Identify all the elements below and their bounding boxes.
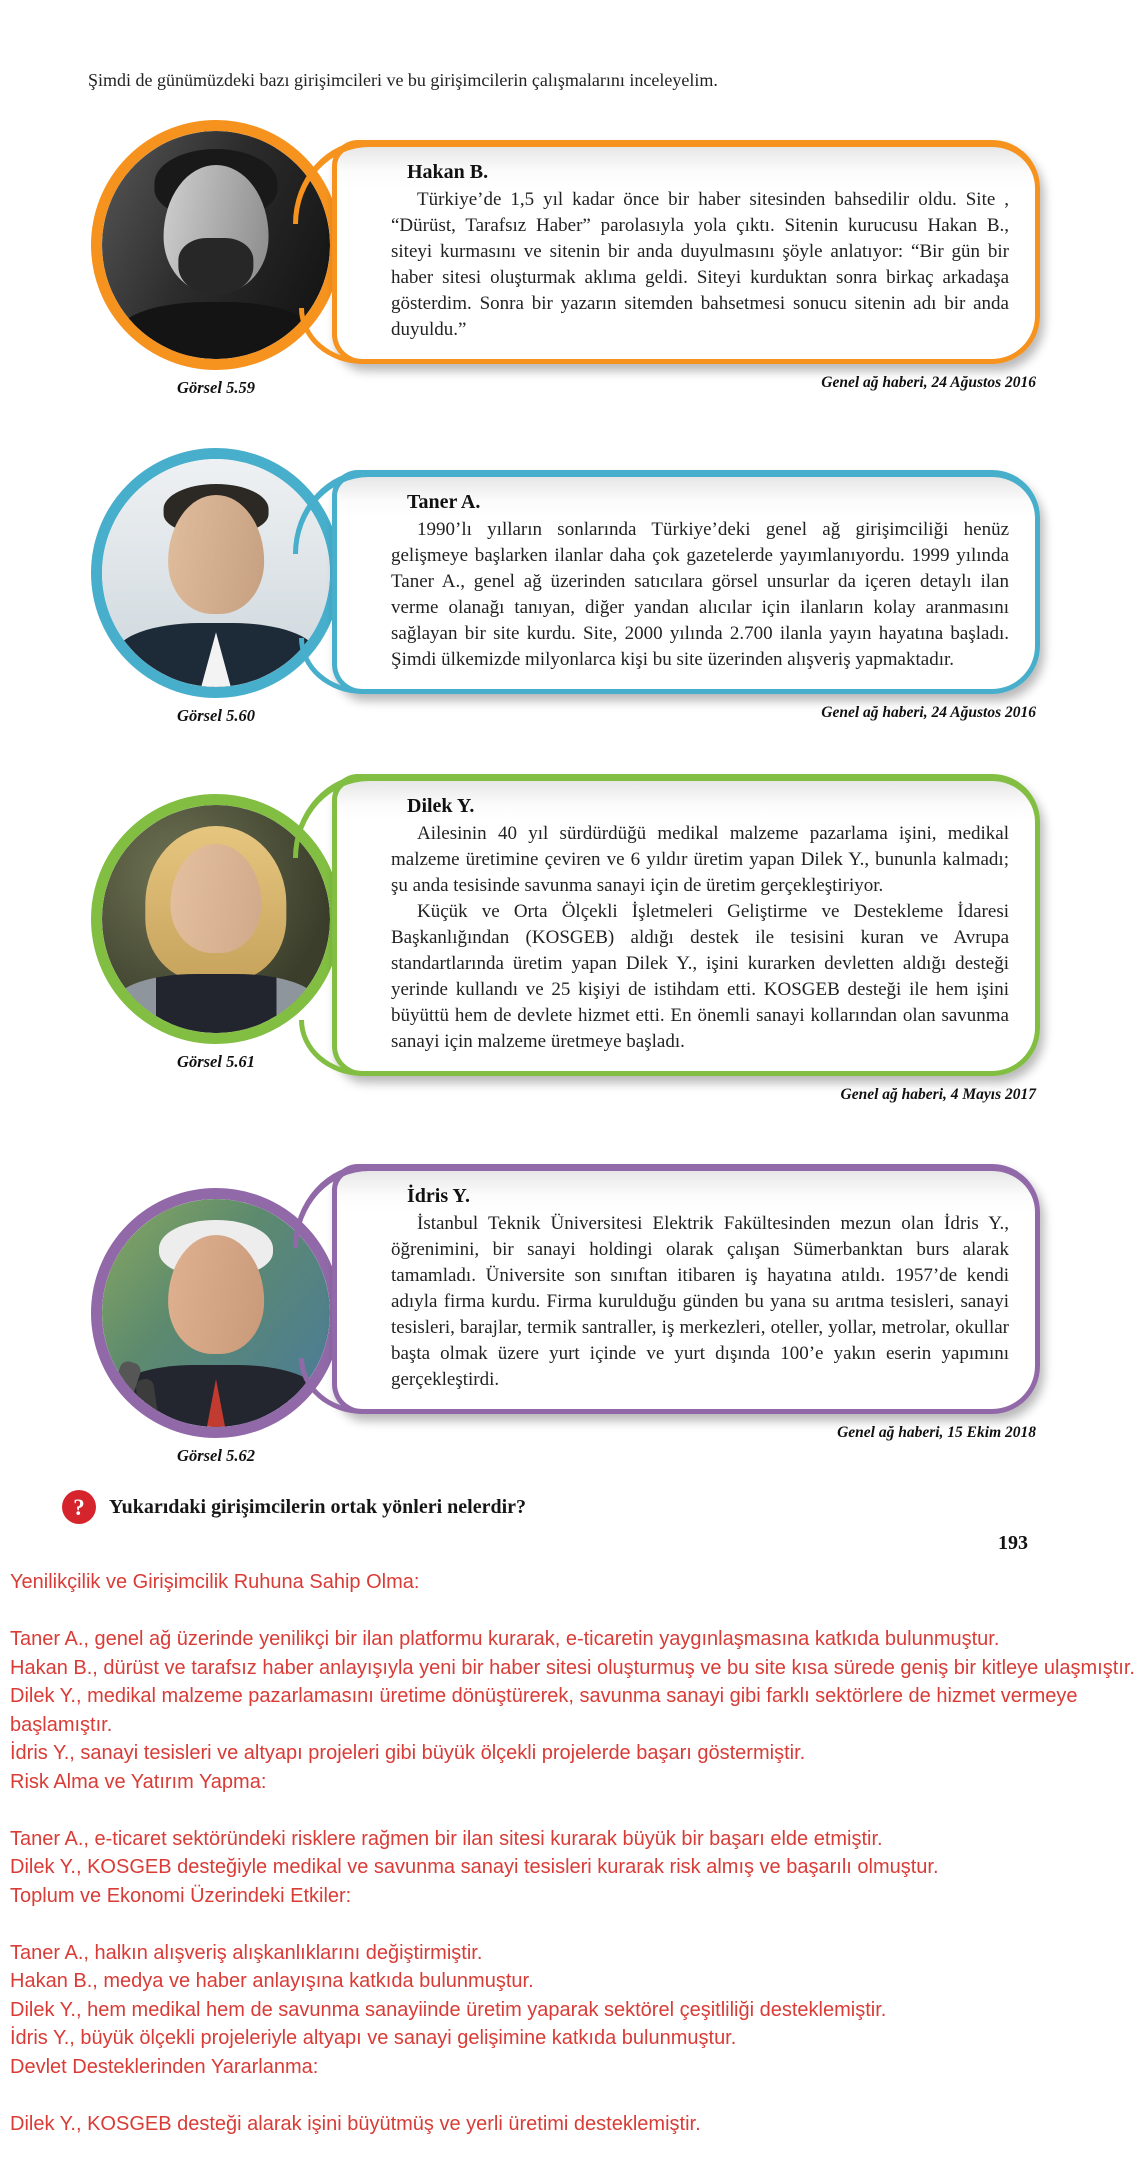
profile-paragraph: Ailesinin 40 yıl sürdürdüğü medikal malzeme pazarlama işini, medikal malzeme üretimine çeviren ve 6 yıldır üretim yapan Dilek Y., bununla kalmadı; şu anda tesisinde savunma sanayi için de üretim gerçekleştiriyor. [391,823,1009,896]
photo-caption: Görsel 5.60 [177,706,255,725]
answer-line: Devlet Desteklerinden Yararlanma: [10,2055,319,2078]
profile-paragraph: 1990’lı yılların sonlarında Türkiye’deki genel ağ girişimciliği henüz gelişmeye başlarken ilanlar daha çok gazetelerde yayımlanıyordu. 1999 yılında Taner A., genel ağ üzerinden satıcılara görsel unsurlar da içeren detaylı ilan verme olanağı tanıyan, diğer yandan alıcılar için ilanların kolay aranmasını sağlayan bir site kurdu. Site, 2000 yılında 2.700 ilanla yayın hayatına başladı. Şimdi ülkemizde milyonlarca kişi bu site üzerinden alışveriş yapmaktadır. [391,519,1009,670]
answer-line: Taner A., e-ticaret sektöründeki risklere rağmen bir ilan sitesi kurarak büyük bir başarı elde etmiştir. [10,1827,883,1850]
answer-line: Dilek Y., KOSGEB desteği alarak işini büyütmüş ve yerli üretimi desteklemiştir. [10,2112,701,2135]
news-source: Genel ağ haberi, 24 Ağustos 2016 [821,704,1036,721]
answers-block [10,1568,1142,2138]
answer-line: Dilek Y., medikal malzeme pazarlamasını üretime dönüştürerek, savunma sanayi gibi farklı sektörlere de hizmet vermeye başlamıştır. [10,1685,1078,1736]
answer-line [10,1597,1142,1626]
speech-bubble [332,1164,1040,1414]
portrait-photo-idris [102,1199,330,1427]
profile-name: Taner A. [407,491,481,513]
portrait-photo-dilek [102,805,330,1033]
face-shape [168,495,264,614]
photo-caption: Görsel 5.59 [177,378,255,397]
torso-shape [116,974,317,1033]
question-row [62,1490,526,1524]
answer-line: Risk Alma ve Yatırım Yapma: [10,1770,267,1793]
answer-line [10,1910,1142,1939]
page-number: 193 [998,1532,1028,1554]
answer-line: Hakan B., dürüst ve tarafsız haber anlayışıyla yeni bir haber sitesi oluşturmuş ve bu site kısa sürede geniş bir kitleye ulaşmıştır. [10,1656,1135,1679]
question-mark-icon: ? [62,1490,96,1524]
speech-bubble [332,774,1040,1076]
answer-line: Taner A., genel ağ üzerinde yenilikçi bir ilan platformu kurarak, e-ticaretin yaygınlaşmasına katkıda bulunmuştur. [10,1628,1000,1650]
profile-paragraph: İstanbul Teknik Üniversitesi Elektrik Fakültesinden mezun olan İdris Y., öğrenimini, bir sanayi holdingi olarak çalışan Sümerbanktan burs alarak tamamladı. Üniversite son sınıftan itibaren iş hayatına atıldı. 1957’de kendi adıyla firma kurdu. Firma kurulduğu günden bu yana su arıtma tesisleri, sanayi tesisleri, barajlar, termik santraller, iş merkezleri, oteller, yollar, metrolar, okullar başta olmak üzere yurt içinde ve yurt dışında 100’e yakın eserin yapımını gerçekleştirdi. [391,1213,1009,1390]
answer-line [10,1796,1142,1825]
photo-caption: Görsel 5.62 [177,1446,255,1465]
answer-line: Yenilikçilik ve Girişimcilik Ruhuna Sahip Olma: [10,1571,420,1593]
answer-line: İdris Y., sanayi tesisleri ve altyapı projeleri gibi büyük ölçekli projelerde başarı göstermiştir. [10,1742,806,1764]
photo-caption: Görsel 5.61 [177,1052,255,1071]
profile-paragraph: Küçük ve Orta Ölçekli İşletmeleri Geliştirme ve Destekleme İdaresi Başkanlığından (KOSGEB) aldığı destek ile tesisini kuran ve Avrupa standartlarında üretim yapan Dilek Y., işini kurarken devletten aldığı desteği yerinde kullandı ve 25 kişiyi de istihdam etti. KOSGEB desteği ile hem işini büyüttü hem de devlete hizmet etti. En önemli sanayi kollarından olan savunma sanayi için malzeme üretmeye başladı. [391,901,1009,1052]
profile-name: Hakan B. [407,161,489,183]
profile-photo-ring [91,1188,341,1438]
answer-line: Dilek Y., hem medikal hem de savunma sanayiinde üretim yaparak sektörel çeşitliliği desteklemiştir. [10,1998,887,2021]
intro-text: Şimdi de günümüzdeki bazı girişimcileri ve bu girişimcilerin çalışmalarını inceleyelim. [88,70,718,90]
news-source: Genel ağ haberi, 15 Ekim 2018 [837,1424,1036,1441]
profile-photo-ring [91,120,341,370]
answer-line: Taner A., halkın alışveriş alışkanlıklarını değiştirmiştir. [10,1941,483,1964]
profile-paragraph: Türkiye’de 1,5 yıl kadar önce bir haber sitesinden bahsedilir oldu. Site , “Dürüst, Tarafsız Haber” parolasıyla yola çıktı. Sitenin kurucusu Hakan B., siteyi kurmasını ve sitenin bir anda duyulmasını şöyle anlatıyor: “Bir gün bir haber sitesi oluşturmak aklıma geldi. Siteyi kurduktan sonra birkaç arkadaşa gösterdim. Sonra bir yazarın sitemden bahsetmesi sonucu sitenin adı bir anda duyuldu.” [391,189,1009,340]
answer-line: Toplum ve Ekonomi Üzerindeki Etkiler: [10,1884,352,1907]
torso-shape [118,302,314,359]
news-source: Genel ağ haberi, 24 Ağustos 2016 [821,374,1036,391]
face-shape [168,1235,264,1354]
profile-photo-ring [91,448,341,698]
profile-name: İdris Y. [407,1185,470,1207]
answer-line: Hakan B., medya ve haber anlayışına katkıda bulunmuştur. [10,1970,534,1992]
speech-bubble [332,470,1040,694]
profile-name: Dilek Y. [407,795,475,817]
portrait-photo-taner [102,459,330,687]
beard-shape [178,238,253,295]
speech-bubble [332,140,1040,364]
answer-line: İdris Y., büyük ölçekli projeleriyle altyapı ve sanayi gelişimine katkıda bulunmuştur. [10,2027,737,2049]
answer-line: Dilek Y., KOSGEB desteğiyle medikal ve savunma sanayi tesisleri kurarak risk almış ve başarılı olmuştur. [10,1856,939,1878]
question-text: Yukarıdaki girişimcilerin ortak yönleri nelerdir? [109,1495,527,1518]
profile-photo-ring [91,794,341,1044]
news-source: Genel ağ haberi, 4 Mayıs 2017 [840,1086,1036,1103]
answer-line [10,2081,1142,2110]
portrait-photo-hakan [102,131,330,359]
